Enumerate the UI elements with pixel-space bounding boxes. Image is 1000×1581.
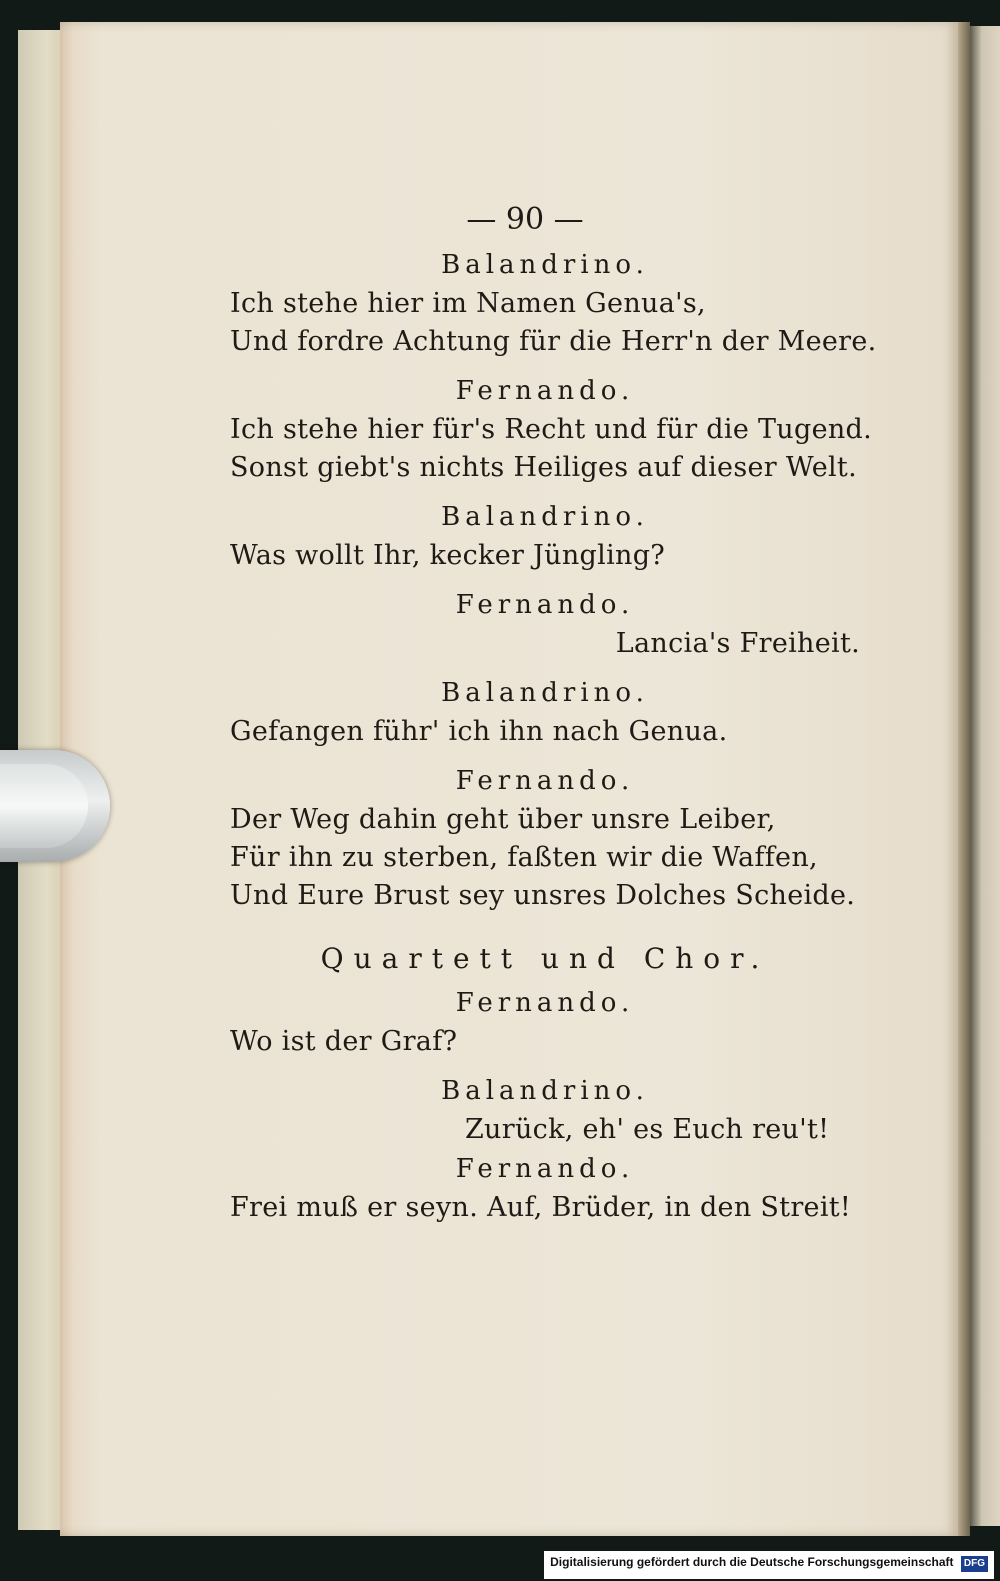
verse-line: Und Eure Brust sey unsres Dolches Scheide. xyxy=(230,880,856,911)
page-text xyxy=(230,195,877,1227)
dfg-logo: DFG xyxy=(961,1556,988,1572)
page-number: — 90 — xyxy=(466,202,584,237)
footer-text: Digitalisierung gefördert durch die Deutsche Forschungsgemeinschaft xyxy=(550,1555,954,1569)
verse-line: Für ihn zu sterben, faßten wir die Waffen, xyxy=(230,842,818,873)
verse-line: Sonst giebt's nichts Heiliges auf dieser Welt. xyxy=(230,452,857,483)
speaker-name: Fernando. xyxy=(455,988,635,1018)
verse-line: Ich stehe hier für's Recht und für die Tugend. xyxy=(230,414,872,445)
speaker-name: Balandrino. xyxy=(441,1076,649,1106)
page-clip xyxy=(0,750,110,862)
verse-line: Frei muß er seyn. Auf, Brüder, in den Streit! xyxy=(230,1192,852,1223)
speaker-name: Fernando. xyxy=(455,1154,635,1184)
verse-line: Wo ist der Graf? xyxy=(230,1026,458,1057)
verse-line: Zurück, eh' es Euch reu't! xyxy=(465,1114,830,1145)
page-fold xyxy=(958,22,970,1536)
speaker-name: Balandrino. xyxy=(441,678,649,708)
next-page-edge xyxy=(970,26,1000,1526)
page-clip-inner xyxy=(0,764,88,848)
footer-credit xyxy=(544,1551,994,1579)
verse-line: Und fordre Achtung für die Herr'n der Meere. xyxy=(230,326,877,357)
speaker-name: Balandrino. xyxy=(441,250,649,280)
speaker-name: Balandrino. xyxy=(441,502,649,532)
verse-line: Lancia's Freiheit. xyxy=(615,628,860,659)
verse-line: Was wollt Ihr, kecker Jüngling? xyxy=(230,540,666,571)
speaker-name: Fernando. xyxy=(455,590,635,620)
verse-line: Gefangen führ' ich ihn nach Genua. xyxy=(230,716,728,747)
speaker-name: Fernando. xyxy=(455,766,635,796)
section-heading: Quartett und Chor. xyxy=(320,942,770,975)
verse-line: Der Weg dahin geht über unsre Leiber, xyxy=(230,804,776,835)
speaker-name: Fernando. xyxy=(455,376,635,406)
verse-line: Ich stehe hier im Namen Genua's, xyxy=(230,288,706,319)
